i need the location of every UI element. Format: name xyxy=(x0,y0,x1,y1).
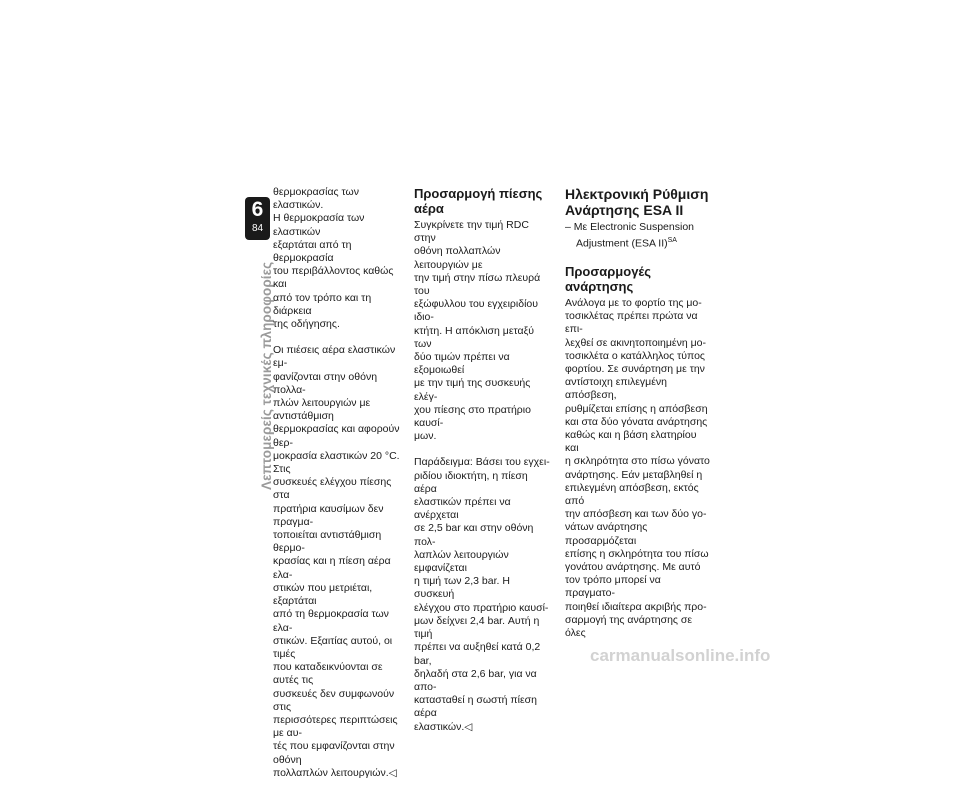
chapter-tab xyxy=(245,197,270,240)
subsection-heading-suspension: Προσαρμογές ανάρτησης xyxy=(565,263,652,294)
chapter-sidebar-title: Λεπτομερείς τεχνικές πληροφορίες xyxy=(259,261,274,490)
text-column-2 xyxy=(414,186,550,747)
paragraph: Ανάλογα με το φορτίο της μο- τοσικλέτας πρέπει πρώτα να επι- λεχθεί σε ακινητοποιημένη μο- τοσικλέτα ο κατάλληλος τύπος φορτίου. Σε συνάρτηση με την αντίστοιχη επιλεγμένη απόσβεση, ρυθμίζεται επίσης η απόσβεση και στα δύο γόνατα ανάρτησης καθώς και η βάση ελατηρίου και η σκληρότητα στο πίσω γόνατο ανάρτησης. Εάν μεταβληθεί η επιλεγμένη απόσβεση, εκτός από την απόσβεση και των δύο γο- νάτων ανάρτησης προσαρμόζεται επίσης η σκληρότητα του πίσω γονάτου ανάρτησης. Με αυτό τον τρόπο μπορεί να πραγματο- ποιηθεί ιδιαίτερα ακριβής προ- σαρμογή της ανάρτησης σε όλες xyxy=(565,296,710,639)
option-superscript: SA xyxy=(667,237,677,245)
page-number: 84 xyxy=(251,223,264,234)
text-column-1 xyxy=(273,186,409,793)
bullet-text: – Με Electronic Suspension Adjustment (ESA II) xyxy=(565,221,694,250)
text-column-3 xyxy=(565,186,710,653)
section-heading-pressure-adjustment: Προσαρμογή πίεσης αέρα xyxy=(414,186,543,216)
paragraph: Συγκρίνετε την τιμή RDC στην οθόνη πολλαπλών λειτουργιών με την τιμή στην πίσω πλευρά του εξώφυλλου του εγχειριδίου ιδιο- κτήτη. Η απόκλιση μεταξύ των δύο τιμών πρέπει να εξομοιωθεί με την τιμή της συσκευής ελέγ- χου πίεσης στο πρατήριο καυσί- μων. xyxy=(414,219,541,443)
paragraph: θερμοκρασίας των ελαστικών. Η θερμοκρασία των ελαστικών εξαρτάται από τη θερμοκρασία του περιβάλλοντος καθώς και από τον τρόπο και τη διάρκεια της οδήγησης. xyxy=(273,186,394,331)
section-heading-esa: Ηλεκτρονική Ρύθμιση Ανάρτησης ESA II xyxy=(565,186,709,218)
paragraph: Παράδειγμα: Βάσει του εγχει- ριδίου ιδιοκτήτη, η πίεση αέρα ελαστικών πρέπει να ανέρχεται σε 2,5 bar και στην οθόνη πολ- λαπλών λειτουργιών εμφανίζεται η τιμή των 2,3 bar. Η συσκευή ελέγχου στο πρατήριο καυσί- μων δείχνει 2,4 bar. Αυτή η τιμή πρέπει να αυξηθεί κατά 0,2 bar, δηλαδή στα 2,6 bar, για να απο- κατασταθεί η σωστή πίεση αέρα ελαστικών.◁ xyxy=(414,456,550,733)
equipment-bullet xyxy=(565,221,710,251)
chapter-number: 6 xyxy=(251,198,264,221)
watermark-logo: carmanualsonline.info xyxy=(590,646,771,665)
paragraph: Οι πιέσεις αέρα ελαστικών εμ- φανίζονται στην οθόνη πολλα- πλών λειτουργιών με αντιστάθμιση θερμοκρασίας και αφορούν θερ- μοκρασία ελαστικών 20 °C. Στις συσκευές ελέγχου πίεσης στα πρατήρια καυσίμων δεν πραγμα- τοποιείται αντιστάθμιση θερμο- κρασίας και η πίεση αέρα ελα- στικών που μετριέται, εξαρτάται από τη θερμοκρασία των ελα- στικών. Εξαιτίας αυτού, οι τιμές που καταδεικνύονται σε αυτές τις συσκευές δεν συμφωνούν στις περισσότερες περιπτώσεις με αυ- τές που εμφανίζονται στην οθόνη πολλαπλών λειτουργιών.◁ xyxy=(273,344,400,779)
